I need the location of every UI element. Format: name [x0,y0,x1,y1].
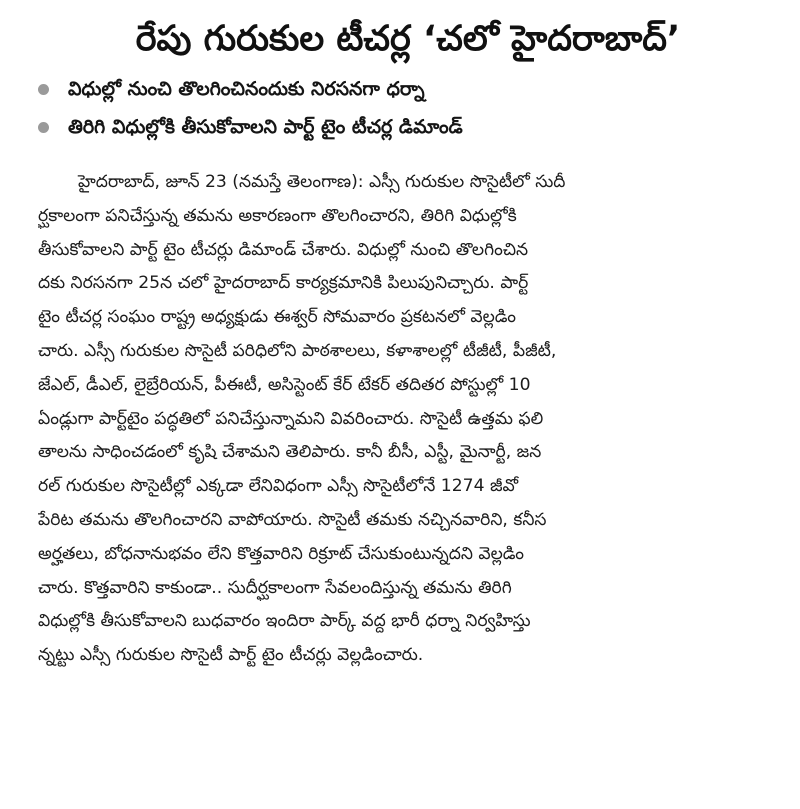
body-line: ర్ఘకాలంగా పనిచేస్తున్న తమను అకారణంగా తొలగించారని, తిరిగి విధుల్లోకి [38,205,517,226]
body-line: న్నట్టు ఎస్సీ గురుకుల సొసైటీ పార్ట్ టైం టీచర్లు వెల్లడించారు. [38,645,424,666]
body-line: తాలను సాధించడంలో కృషి చేశామని తెలిపారు. కానీ బీసీ, ఎస్టీ, మైనార్టీ, జన [38,442,542,463]
subhead-item [38,112,778,150]
body-line: పేరిట తమను తొలగించారని వాపోయారు. సొసైటీ తమకు నచ్చినవారిని, కనీస [38,509,547,530]
body-line: రల్ గురుకుల సొసైటీల్లో ఎక్కడా లేనివిధంగా ఎస్సీ సొసైటీలోనే 1274 జీవో [38,476,519,497]
body-line: తీసుకోవాలని పార్ట్ టైం టీచర్లు డిమాండ్ చేశారు. విధుల్లో నుంచి తొలగించిన [38,239,529,260]
subhead-item [38,74,778,112]
body-line: చారు. కొత్తవారిని కాకుండా.. సుదీర్ఘకాలంగా సేవలందిస్తున్న తమను తిరిగి [38,577,512,598]
body-line: దకు నిరసనగా 25న చలో హైదరాబాద్ కార్యక్రమానికి పిలుపునిచ్చారు. పార్ట్ [38,273,529,294]
subheads-list [38,74,778,150]
body-line: అర్హతలు, బోధనానుభవం లేని కొత్తవారిని రిక్రూట్ చేసుకుంటున్నదని వెల్లడిం [38,543,524,564]
subhead-text: విధుల్లో నుంచి తొలగించినందుకు నిరసనగా ధర్నా [68,78,425,100]
body-line: విధుల్లోకి తీసుకోవాలని బుధవారం ఇందిరా పార్క్ వద్ద భారీ ధర్నా నిర్వహిస్తు [38,611,531,632]
article-body [38,166,778,673]
body-line: జేఎల్, డీఎల్, లైబ్రేరియన్, పీఈటీ, అసిస్టెంట్ కేర్ టేకర్ తదితర పోస్టుల్లో 10 [38,374,531,395]
subhead-text: తిరిగి విధుల్లోకి తీసుకోవాలని పార్ట్ టైం టీచర్ల డిమాండ్ [68,116,463,138]
bullet-icon [38,84,49,95]
body-line: టైం టీచర్ల సంఘం రాష్ట్ర అధ్యక్షుడు ఈశ్వర్ సోమవారం ప్రకటనలో వెల్లడిం [38,307,516,328]
body-line: చారు. ఎస్సీ గురుకుల సొసైటీ పరిధిలోని పాఠశాలలు, కళాశాలల్లో టీజీటీ, పీజీటీ, [38,340,557,361]
body-line: హైదరాబాద్, జూన్ 23 (నమస్తే తెలంగాణ): ఎస్సీ గురుకుల సొసైటీలో సుదీ [78,172,566,192]
bullet-icon [38,122,49,133]
headline: రేపు గురుకుల టీచర్ల ‘చలో హైదరాబాద్’ [135,19,681,59]
body-line: ఏండ్లుగా పార్ట్‌టైం పద్ధతిలో పనిచేస్తున్నామని వివరించారు. సొసైటీ ఉత్తమ ఫలి [38,408,544,429]
